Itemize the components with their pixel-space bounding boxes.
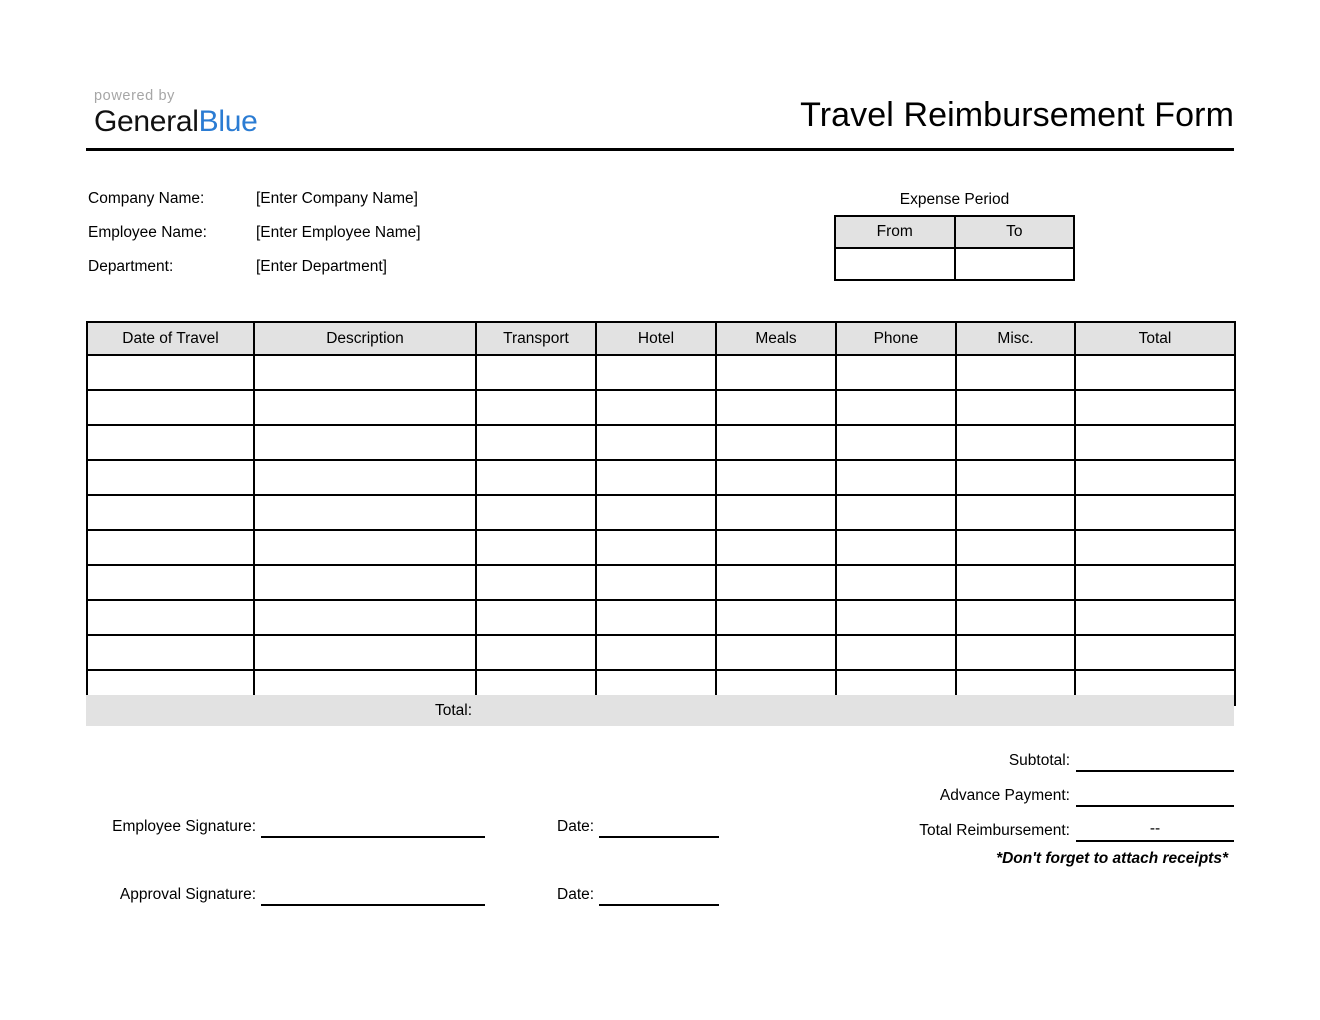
signature-block <box>88 770 728 906</box>
table-row <box>87 355 1235 390</box>
expense-cell[interactable] <box>476 460 596 495</box>
column-header-transport: Transport <box>476 322 596 355</box>
company-name-row <box>88 190 558 224</box>
expense-table-body <box>87 355 1235 705</box>
expense-cell[interactable] <box>716 460 836 495</box>
expense-table-header-row <box>87 322 1235 355</box>
expense-cell[interactable] <box>87 390 254 425</box>
expense-cell[interactable] <box>254 530 476 565</box>
employee-date-field[interactable] <box>599 815 719 838</box>
expense-cell[interactable] <box>836 495 956 530</box>
table-row <box>87 495 1235 530</box>
expense-cell[interactable] <box>476 425 596 460</box>
department-field[interactable]: [Enter Department] <box>256 258 387 275</box>
table-row <box>87 425 1235 460</box>
expense-period-title: Expense Period <box>899 191 1010 208</box>
expense-cell[interactable] <box>254 600 476 635</box>
column-header-meals: Meals <box>716 322 836 355</box>
expense-cell[interactable] <box>596 495 716 530</box>
expense-cell[interactable] <box>596 460 716 495</box>
advance-payment-label: Advance Payment: <box>939 787 1070 804</box>
expense-cell[interactable] <box>836 425 956 460</box>
expense-cell[interactable] <box>956 530 1075 565</box>
total-reimbursement-label: Total Reimbursement: <box>919 822 1070 839</box>
expense-cell[interactable] <box>596 530 716 565</box>
page-title: Travel Reimbursement Form <box>800 96 1234 134</box>
expense-cell[interactable] <box>956 565 1075 600</box>
expense-cell[interactable] <box>956 425 1075 460</box>
header-divider <box>86 148 1234 151</box>
expense-cell[interactable] <box>254 390 476 425</box>
expense-cell[interactable] <box>596 390 716 425</box>
expense-cell[interactable] <box>87 425 254 460</box>
approval-date-label: Date: <box>557 886 595 903</box>
expense-cell[interactable] <box>1075 565 1235 600</box>
employee-name-field[interactable]: [Enter Employee Name] <box>256 224 421 241</box>
expense-cell[interactable] <box>1075 635 1235 670</box>
expense-cell[interactable] <box>87 495 254 530</box>
expense-cell[interactable] <box>254 355 476 390</box>
subtotal-row <box>834 737 1234 772</box>
subtotal-field[interactable] <box>1076 748 1234 772</box>
expense-cell[interactable] <box>476 635 596 670</box>
expense-period-block <box>834 190 1075 281</box>
department-label: Department: <box>88 258 174 275</box>
receipt-reminder-note: *Don't forget to attach receipts* <box>996 850 1228 867</box>
expense-cell[interactable] <box>596 355 716 390</box>
expense-cell[interactable] <box>87 355 254 390</box>
total-reimbursement-row <box>834 807 1234 842</box>
expense-cell[interactable] <box>254 495 476 530</box>
expense-cell[interactable] <box>254 425 476 460</box>
expense-cell[interactable] <box>956 390 1075 425</box>
expense-cell[interactable] <box>836 390 956 425</box>
expense-cell[interactable] <box>956 355 1075 390</box>
employee-date-label: Date: <box>557 818 595 835</box>
expense-cell[interactable] <box>87 460 254 495</box>
expense-cell[interactable] <box>476 530 596 565</box>
expense-cell[interactable] <box>476 600 596 635</box>
employee-name-row <box>88 224 558 258</box>
company-name-field[interactable]: [Enter Company Name] <box>256 190 418 207</box>
expense-cell[interactable] <box>1075 425 1235 460</box>
expense-cell[interactable] <box>476 495 596 530</box>
expense-cell[interactable] <box>254 565 476 600</box>
expense-cell[interactable] <box>476 355 596 390</box>
expense-cell[interactable] <box>716 530 836 565</box>
expense-cell[interactable] <box>956 635 1075 670</box>
expense-cell[interactable] <box>254 460 476 495</box>
brand-name-blue: Blue <box>198 105 258 138</box>
expense-cell[interactable] <box>1075 355 1235 390</box>
table-row <box>87 600 1235 635</box>
expense-cell[interactable] <box>87 600 254 635</box>
department-row <box>88 258 558 292</box>
column-header-hotel: Hotel <box>596 322 716 355</box>
expense-cell[interactable] <box>596 565 716 600</box>
expense-cell[interactable] <box>87 565 254 600</box>
expense-period-table <box>834 215 1075 281</box>
expense-cell[interactable] <box>1075 495 1235 530</box>
advance-payment-field[interactable] <box>1076 783 1234 807</box>
column-header-date-of-travel: Date of Travel <box>87 322 254 355</box>
expense-table-wrap <box>86 321 1234 706</box>
table-row <box>87 635 1235 670</box>
page-header <box>86 88 1234 150</box>
brand-name-general: General <box>94 105 199 138</box>
expense-cell[interactable] <box>956 460 1075 495</box>
expense-cell[interactable] <box>87 635 254 670</box>
company-info-block <box>88 190 558 292</box>
expense-cell[interactable] <box>716 565 836 600</box>
expense-cell[interactable] <box>1075 460 1235 495</box>
approval-date-field[interactable] <box>599 883 719 906</box>
expense-cell[interactable] <box>476 565 596 600</box>
table-row <box>87 565 1235 600</box>
expense-cell[interactable] <box>716 495 836 530</box>
expense-period-to-header: To <box>955 216 1075 248</box>
expense-cell[interactable] <box>956 600 1075 635</box>
expense-cell[interactable] <box>836 600 956 635</box>
expense-cell[interactable] <box>596 600 716 635</box>
expense-period-from-header: From <box>835 216 955 248</box>
advance-payment-row <box>834 772 1234 807</box>
subtotal-label: Subtotal: <box>1008 752 1070 769</box>
expense-cell[interactable] <box>87 530 254 565</box>
employee-name-label: Employee Name: <box>88 224 207 241</box>
approval-signature-label: Approval Signature: <box>119 886 256 903</box>
expense-period-from-input[interactable] <box>835 248 955 280</box>
company-name-label: Company Name: <box>88 190 205 207</box>
expense-cell[interactable] <box>1075 390 1235 425</box>
expense-cell[interactable] <box>596 425 716 460</box>
approval-signature-field[interactable] <box>261 883 485 906</box>
table-row <box>87 530 1235 565</box>
expense-table <box>86 321 1236 706</box>
expense-cell[interactable] <box>596 635 716 670</box>
expense-cell[interactable] <box>836 460 956 495</box>
column-header-misc: Misc. <box>956 322 1075 355</box>
total-reimbursement-value: -- <box>1076 818 1234 842</box>
expense-total-bar <box>86 695 1234 726</box>
expense-period-to-input[interactable] <box>955 248 1075 280</box>
column-header-total: Total <box>1075 322 1235 355</box>
table-row <box>87 460 1235 495</box>
powered-by-label: powered by <box>94 88 175 104</box>
approval-signature-row <box>88 838 728 906</box>
summary-block <box>834 737 1234 868</box>
expense-cell[interactable] <box>716 635 836 670</box>
expense-cell[interactable] <box>254 635 476 670</box>
expense-cell[interactable] <box>956 495 1075 530</box>
expense-cell[interactable] <box>1075 600 1235 635</box>
expense-cell[interactable] <box>1075 530 1235 565</box>
expense-cell[interactable] <box>836 355 956 390</box>
table-row <box>87 390 1235 425</box>
expense-cell[interactable] <box>836 635 956 670</box>
column-header-description: Description <box>254 322 476 355</box>
expense-cell[interactable] <box>716 390 836 425</box>
expense-cell[interactable] <box>836 530 956 565</box>
expense-cell[interactable] <box>716 600 836 635</box>
employee-signature-field[interactable] <box>261 815 485 838</box>
column-header-phone: Phone <box>836 322 956 355</box>
employee-signature-label: Employee Signature: <box>112 818 256 835</box>
expense-total-label: Total: <box>434 702 473 719</box>
expense-cell[interactable] <box>836 565 956 600</box>
employee-signature-row <box>88 770 728 838</box>
generalblue-logo <box>94 88 258 139</box>
expense-cell[interactable] <box>716 425 836 460</box>
expense-cell[interactable] <box>476 390 596 425</box>
expense-period-header-row <box>835 216 1074 248</box>
brand-wordmark <box>94 105 258 139</box>
expense-period-value-row <box>835 248 1074 280</box>
expense-cell[interactable] <box>716 355 836 390</box>
